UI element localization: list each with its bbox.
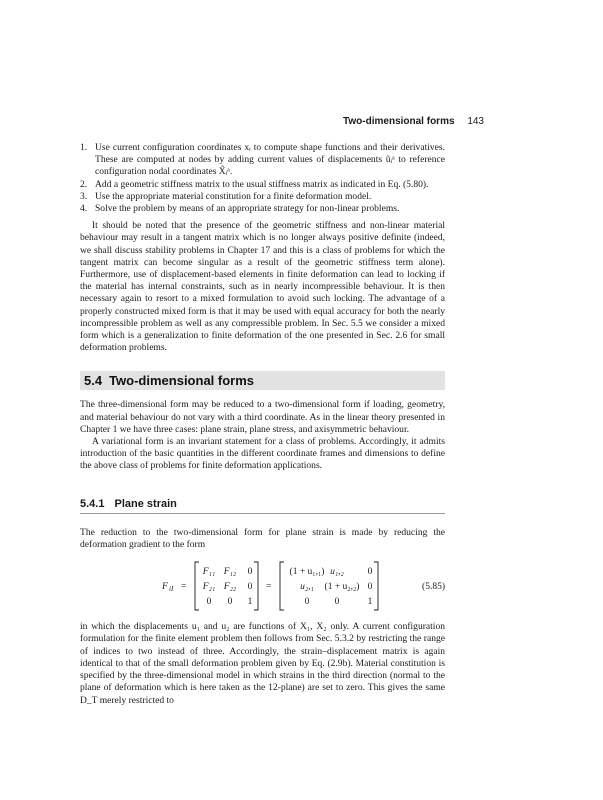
matrix-a-cell: 0	[206, 597, 212, 608]
running-head	[343, 116, 484, 127]
subsection-heading	[80, 498, 445, 514]
equation-number: (5.85)	[422, 582, 445, 593]
matrix-b-cell: 0	[367, 567, 373, 578]
body-text	[80, 142, 445, 707]
subsection-number: 5.4.1	[80, 497, 105, 510]
eq-equals-1: =	[181, 582, 187, 593]
list-item-number: 1.	[80, 142, 88, 153]
matrix-a-cell: 0	[247, 567, 253, 578]
paragraph-plane-strain-intro: The reduction to the two-dimensional form for plane strain is made by reducing the deformation gradient to the form	[80, 526, 445, 551]
equation-svg	[80, 557, 445, 615]
eq-equals-2: =	[266, 582, 272, 593]
matrix-a-cell: 0	[247, 582, 253, 593]
section-title: Two-dimensional forms	[109, 372, 255, 388]
matrix-b-left-bracket	[280, 562, 284, 610]
matrix-b-cell: u₁,₂	[330, 567, 344, 578]
matrix-a-cell: F₁₁	[202, 567, 216, 578]
list-item-text: Solve the problem by means of an appropriate strategy for non-linear problems.	[95, 203, 400, 215]
list-item-text: Use the appropriate material constitution for a finite deformation model.	[95, 190, 372, 202]
matrix-b-cell: u₂,₁	[300, 582, 314, 593]
matrix-a-cell: F₁₂	[223, 567, 237, 578]
matrix-b-cell: (1 + u₁,₁)	[289, 567, 325, 578]
matrix-a-left-bracket	[195, 562, 199, 610]
matrix-a-cell: F₂₁	[202, 582, 216, 593]
section-heading	[80, 371, 445, 390]
list-item-text: Add a geometric stiffness matrix to the usual stiffness matrix as indicated in Eq. (5.80).	[95, 178, 429, 190]
paragraph-geometric-stiffness: It should be noted that the presence of the geometric stiffness and non-linear material behaviour may result in a tangent matrix which is no longer always positive definite (indeed, we shall discuss stability problems in Chapter 17 and this is a class of problems for which the tangent matrix can become singular as a result of the geometric stiffness term alone). Furthermore, use of displacement-based elements in finite deformation can lead to locking if the material has internal constraints, such as in nearly incompressible behaviour. It is then necessary again to resort to a mixed formulation to avoid such locking. The advantage of a properly constructed mixed form is that it may be used with equal accuracy for both the nearly incompressible problem as well as any compressible problem. In Sec. 5.5 we consider a mixed form which is a generalization to finite deformation of the one presented in Sec. 2.6 for small deformation problems.	[80, 220, 445, 354]
matrix-a-cell: 0	[227, 597, 233, 608]
list-item	[80, 179, 445, 191]
page-number: 143	[467, 116, 484, 127]
subsection-title: Plane strain	[114, 497, 177, 510]
running-head-title: Two-dimensional forms	[343, 116, 455, 127]
list-item	[80, 203, 445, 215]
paragraph-variational: A variational form is an invariant statement for a class of problems. Accordingly, it admits introduction of the basic quantities in the different coordinate frames and dimensions to define the above class of problems for finite deformation applications.	[80, 436, 445, 472]
matrix-a-cell: 1	[247, 597, 253, 608]
paragraph-plane-strain-formulation: in which the displacements u₁ and u₂ are functions of X₁, X₂ only. A current configuration formulation for the finite element problem then follows from Sec. 5.3.2 by restricting the range of indices to two instead of three. Accordingly, the strain–displacement matrix is again identical to that of the small deformation problem given by Eq. (2.9b). Material constitution is specified by the three-dimensional model in which strains in the third direction (normal to the plane of deformation which is here taken as the 12-plane) are set to zero. This gives the same D_T merely restricted to	[80, 621, 445, 706]
list-item-number: 4.	[80, 203, 88, 215]
list-item-text: Use current configuration coordinates xᵢ to compute shape functions and their derivatives. These are computed at nodes by adding current values of displacements ũᵢᵃ to reference configuration nodal coordinates X̃ᵢᵃ.	[95, 142, 445, 178]
eq-lhs: F	[162, 582, 168, 593]
matrix-b-cell: 0	[367, 582, 373, 593]
procedure-list	[80, 142, 445, 215]
matrix-a-right-bracket	[254, 562, 258, 610]
list-item-number: 2.	[80, 178, 88, 190]
list-item	[80, 191, 445, 203]
paragraph-reduction: The three-dimensional form may be reduced to a two-dimensional form if loading, geometry, and material behaviour do not vary with a third coordinate. As in the linear theory presented in Chapter 1 we have three cases: plane strain, plane stress, and axisymmetric behaviour.	[80, 399, 445, 435]
matrix-b-cell: (1 + u₂,₂)	[324, 582, 360, 593]
list-item	[80, 142, 445, 179]
matrix-b-cell: 0	[334, 597, 340, 608]
list-item-number: 3.	[80, 190, 88, 202]
matrix-b-cell: 0	[304, 597, 310, 608]
eq-lhs-subscript: iI	[169, 585, 174, 594]
section-number: 5.4	[84, 372, 103, 388]
equation-5-85	[80, 557, 445, 615]
matrix-b-cell: 1	[367, 597, 373, 608]
matrix-a-cell: F₂₂	[223, 582, 237, 593]
matrix-b-right-bracket	[374, 562, 378, 610]
